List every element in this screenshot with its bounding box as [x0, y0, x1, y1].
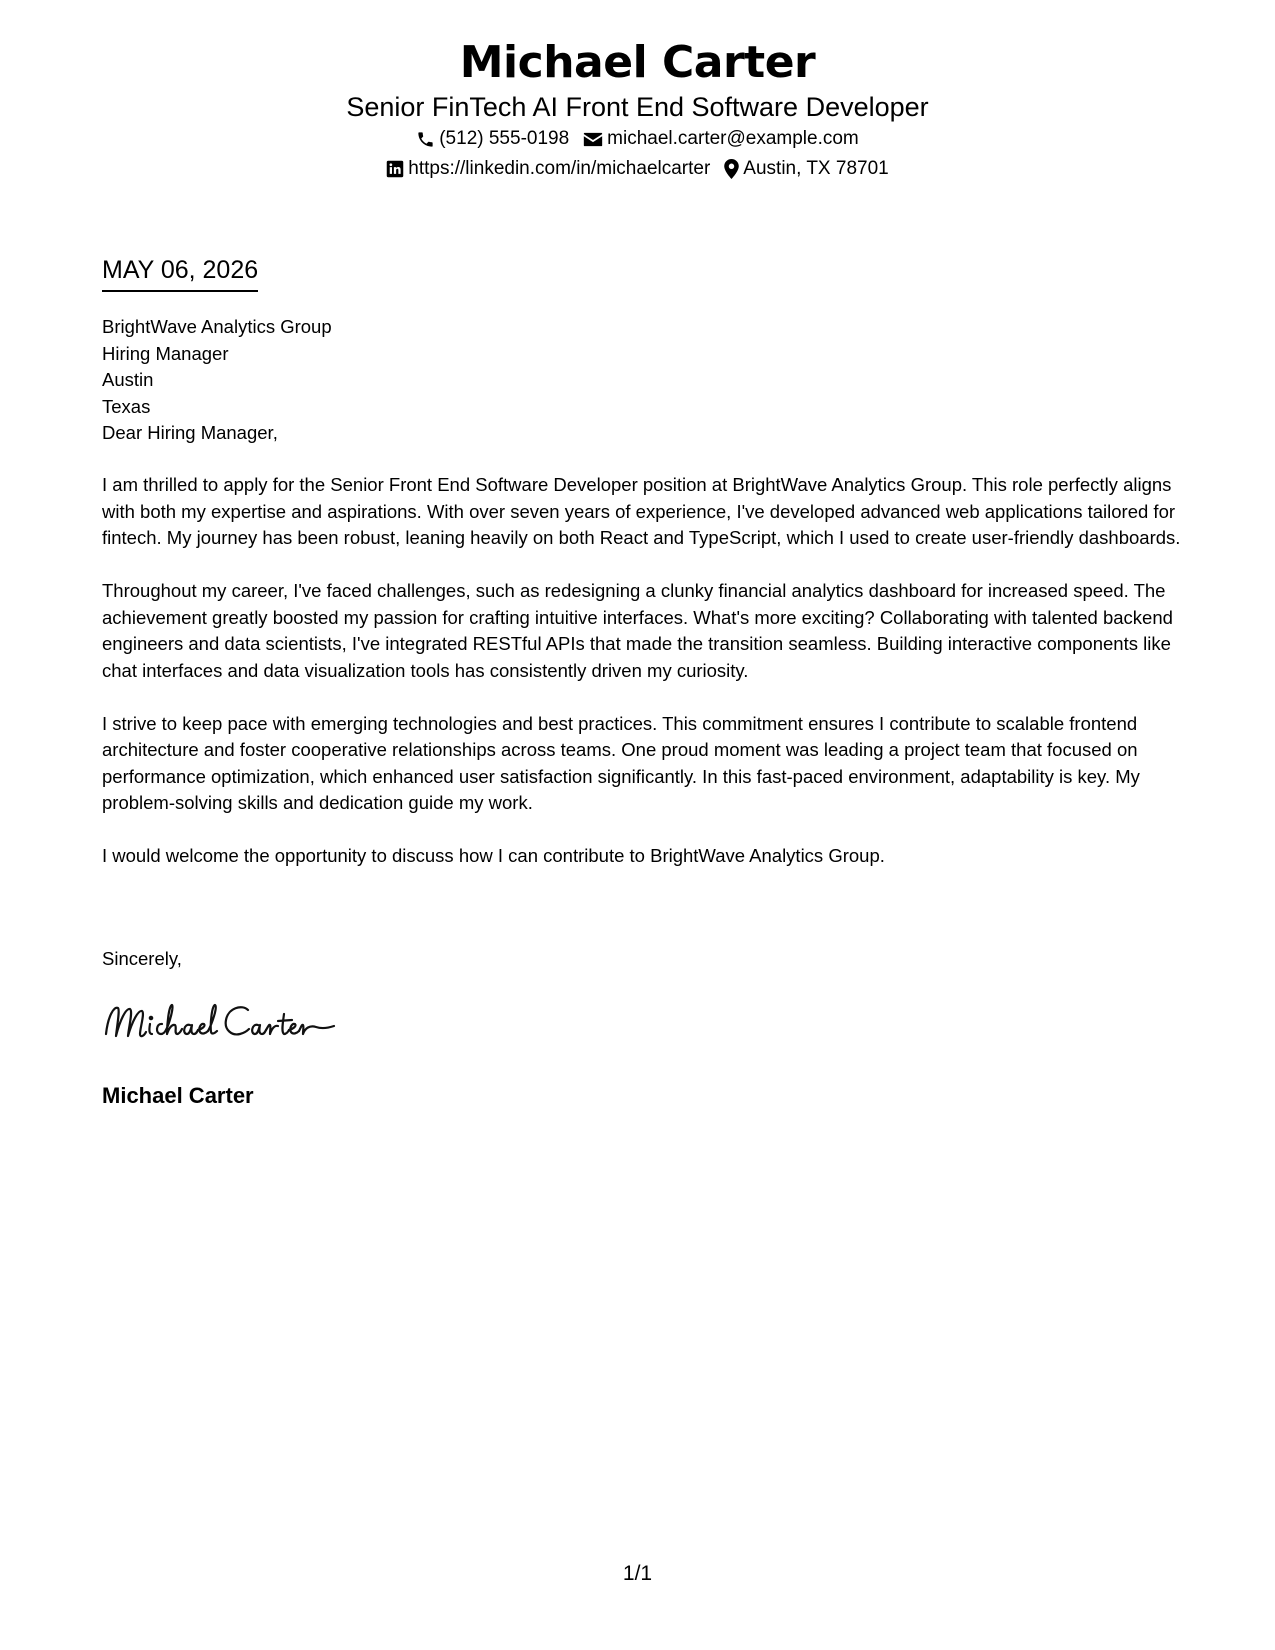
salutation: Dear Hiring Manager,: [102, 422, 278, 443]
valediction: Sincerely,: [102, 948, 182, 969]
phone-icon: [416, 130, 435, 149]
linkedin-contact: [386, 154, 710, 184]
recipient-role: Hiring Manager: [102, 342, 229, 364]
letterhead: [0, 36, 1275, 184]
letter-body: [102, 472, 1182, 896]
body-paragraph: I strive to keep pace with emerging technologies and best practices. This commitment ensures I contribute to scalable frontend architecture and foster cooperative relationships across teams. One proud moment was leading a project team that focused on performance optimization, which enhanced user satisfaction significantly. In this fast-paced environment, adaptability is key. My problem-solving skills and dedication guide my work.: [102, 712, 1140, 813]
contact-line-1: [0, 124, 1275, 154]
map-marker-icon: [724, 159, 739, 179]
page-number: 1/1: [622, 1562, 653, 1585]
linkedin-icon: [386, 160, 404, 178]
body-paragraph: Throughout my career, I've faced challenges, such as redesigning a clunky financial analytics dashboard for increased speed. The achievement greatly boosted my passion for crafting intuitive interfaces. What's more exciting? Collaborating with talented backend engineers and data scientists, I've integrated RESTful APIs that made the transition seamless. Building interactive components like chat interfaces and data visualization tools has consistently driven my curiosity.: [102, 580, 1173, 681]
letter-date: MAY 06, 2026: [102, 254, 258, 292]
contact-line-2: [0, 154, 1275, 184]
location: Austin, TX 78701: [743, 158, 889, 179]
envelope-icon: [583, 131, 603, 148]
recipient-city: Austin: [102, 369, 154, 390]
linkedin-url: https://linkedin.com/in/michaelcarter: [408, 158, 711, 179]
body-paragraph: I am thrilled to apply for the Senior Front End Software Developer position at BrightWave Analytics Group. This role perfectly aligns with both my expertise and aspirations. With over seven years of experience, I've developed advanced web applications tailored for fintech. My journey has been robust, leaning heavily on both React and TypeScript, which I used to create user-friendly dashboards.: [102, 474, 1181, 548]
phone-contact: [416, 124, 569, 154]
handwritten-signature: [100, 996, 340, 1057]
signer-name: Michael Carter: [102, 1083, 254, 1108]
applicant-name: Michael Carter: [459, 37, 816, 88]
recipient-block: [102, 314, 332, 447]
recipient-company: BrightWave Analytics Group: [102, 316, 332, 337]
body-paragraph: I would welcome the opportunity to discuss how I can contribute to BrightWave Analytics Group.: [102, 845, 885, 866]
location-contact: [724, 154, 888, 184]
applicant-title: Senior FinTech AI Front End Software Developer: [346, 92, 929, 122]
recipient-state: Texas: [102, 395, 151, 417]
phone-number: (512) 555-0198: [439, 128, 570, 149]
email-address: michael.carter@example.com: [607, 128, 859, 149]
email-contact: [583, 124, 859, 154]
